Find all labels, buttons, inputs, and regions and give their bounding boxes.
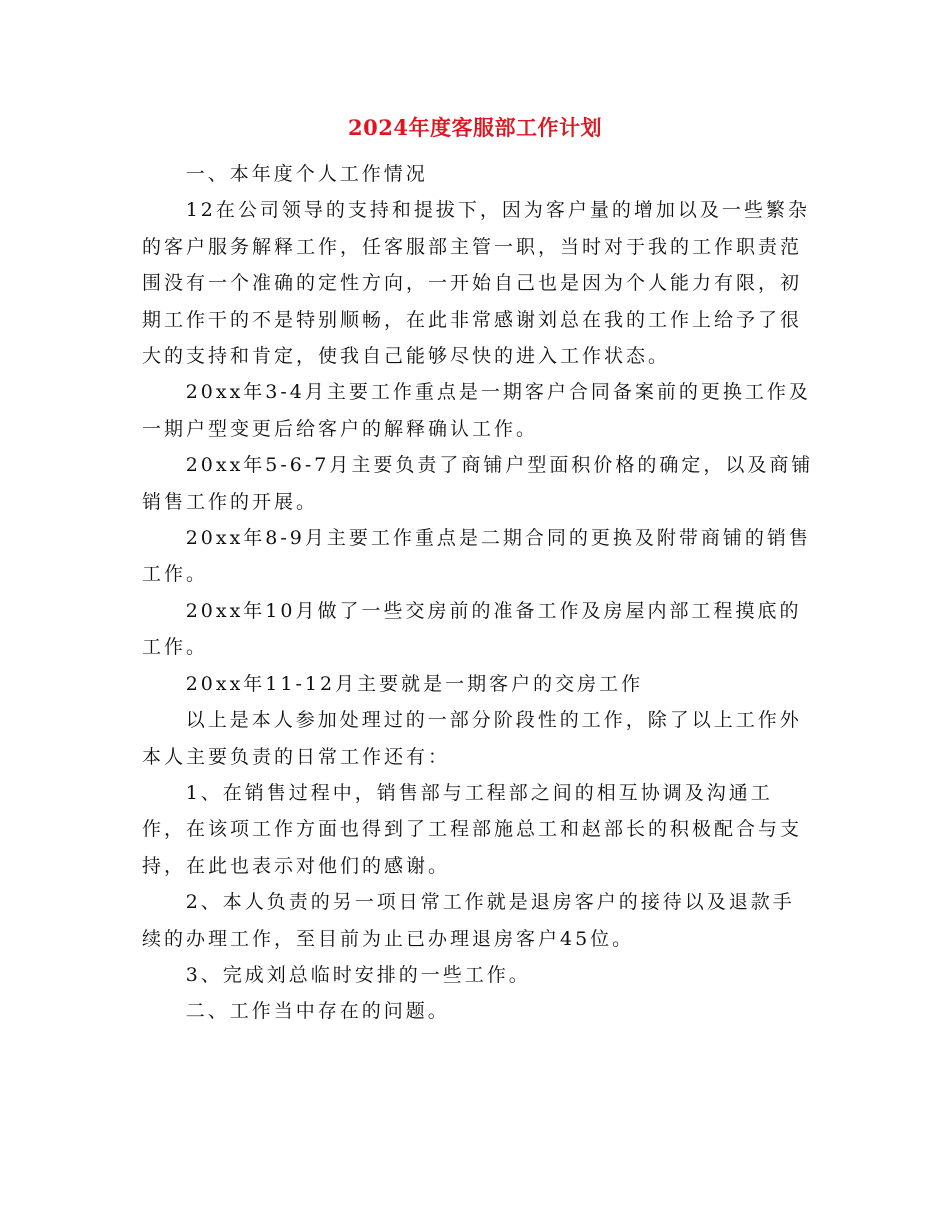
paragraph: 20xx年5-6-7月主要负责了商铺户型面积价格的确定，以及商铺销售工作的开展。 bbox=[142, 454, 814, 513]
paragraph: 12在公司领导的支持和提拔下，因为客户量的增加以及一些繁杂的客户服务解释工作，任客服部主管一职，当时对于我的工作职责范围没有一个准确的定性方向，一开始自己也是因为个人能力有限，初期工作干的不是特别顺畅，在此非常感谢刘总在我的工作上给予了很大的支持和肯定，使我自己能够尽快的进入工作状态。 bbox=[142, 199, 810, 368]
paragraph: 20xx年10月做了一些交房前的准备工作及房屋内部工程摸底的工作。 bbox=[142, 599, 802, 659]
list-item: 1、在销售过程中，销售部与工程部之间的相互协调及沟通工作，在该项工作方面也得到了工程部施总工和赵部长的积极配合与支持，在此也表示对他们的感谢。 bbox=[142, 781, 803, 877]
paragraph: 以上是本人参加处理过的一部分阶段性的工作，除了以上工作外本人主要负责的日常工作还有： bbox=[142, 709, 802, 768]
list-item: 2、本人负责的另一项日常工作就是退房客户的接待以及退款手续的办理工作，至目前为止已办理退房客户45位。 bbox=[142, 891, 795, 950]
list-item: 3、完成刘总临时安排的一些工作。 bbox=[185, 963, 531, 986]
section-heading-2: 二、工作当中存在的问题。 bbox=[185, 1000, 450, 1023]
document-title: 2024年度客服部工作计划 bbox=[348, 115, 602, 140]
paragraph: 20xx年8-9月主要工作重点是二期合同的更换及附带商铺的销售工作。 bbox=[142, 527, 811, 586]
section-heading-1: 一、本年度个人工作情况 bbox=[185, 163, 428, 185]
document-body bbox=[142, 156, 814, 1030]
paragraph: 20xx年11-12月主要就是一期客户的交房工作 bbox=[185, 672, 644, 695]
paragraph: 20xx年3-4月主要工作重点是一期客户合同备案前的更换工作及一期户型变更后给客户的解释确认工作。 bbox=[142, 381, 811, 440]
